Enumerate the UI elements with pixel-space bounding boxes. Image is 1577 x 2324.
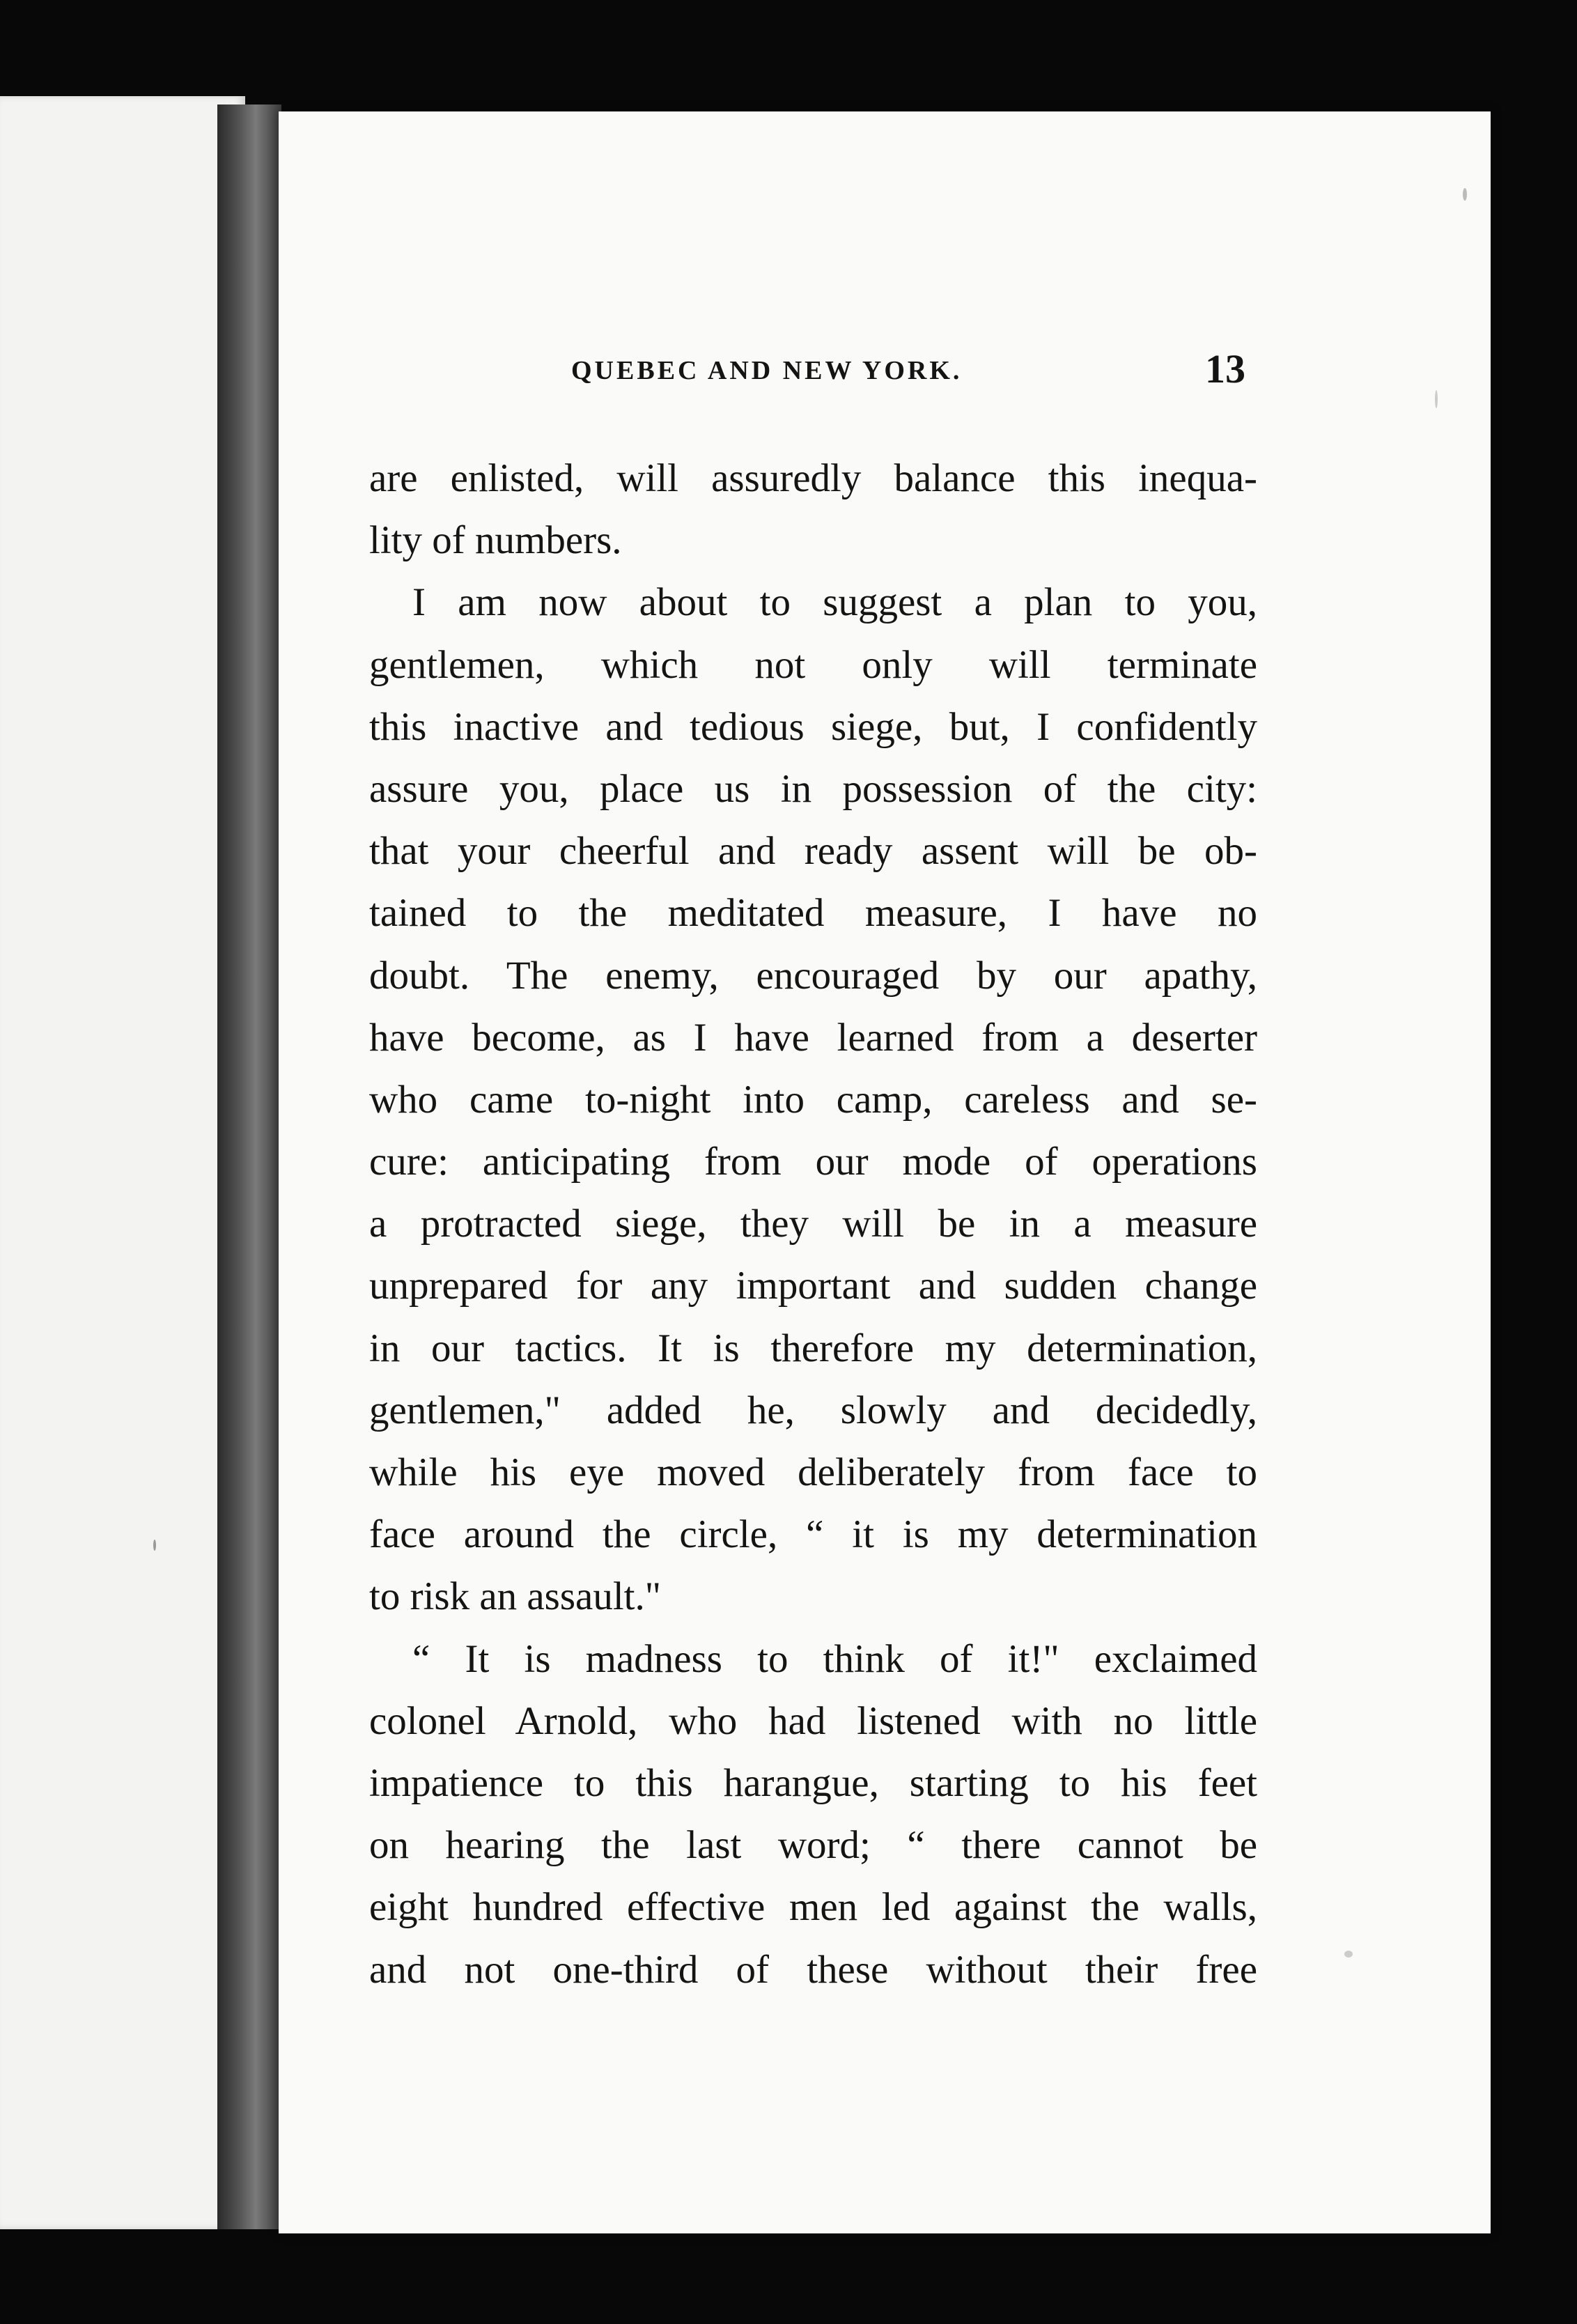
text-line: doubt. The enemy, encouraged by our apathy, <box>369 953 1257 998</box>
text-line: tained to the meditated measure, I have no <box>369 891 1257 936</box>
running-head: QUEBEC AND NEW YORK. <box>571 356 963 385</box>
text-line: gentlemen," added he, slowly and decidedly, <box>369 1388 1257 1432</box>
text-line: I am now about to suggest a plan to you, <box>412 580 1257 625</box>
scan-speck <box>153 1540 156 1551</box>
book-gutter-shadow <box>217 104 281 2229</box>
left-facing-page <box>0 96 245 2229</box>
scan-speck <box>1435 390 1438 408</box>
text-line: colonel Arnold, who had listened with no little <box>369 1698 1257 1743</box>
page-number: 13 <box>1205 346 1245 392</box>
text-line: cure: anticipating from our mode of operations <box>369 1140 1257 1184</box>
text-line: that your cheerful and ready assent will be ob- <box>369 829 1257 874</box>
scan-speck <box>1344 1951 1353 1958</box>
text-line: assure you, place us in possession of the city: <box>369 766 1257 811</box>
text-line: lity of numbers. <box>369 518 622 563</box>
text-line: “ It is madness to think of it!" exclaimed <box>412 1636 1257 1681</box>
text-line: to risk an assault." <box>369 1574 662 1619</box>
text-line: in our tactics. It is therefore my determination, <box>369 1326 1257 1370</box>
text-line: face around the circle, “ it is my determination <box>369 1512 1257 1557</box>
text-line: eight hundred effective men led against the walls, <box>369 1885 1257 1930</box>
text-line: gentlemen, which not only will terminate <box>369 642 1257 687</box>
scan-speck <box>1463 188 1467 201</box>
text-line: impatience to this harangue, starting to his feet <box>369 1760 1257 1805</box>
text-line: are enlisted, will assuredly balance this inequa- <box>369 456 1257 500</box>
text-line: unprepared for any important and sudden change <box>369 1264 1257 1308</box>
text-line: and not one-third of these without their free <box>369 1947 1257 1992</box>
page-body-text <box>369 447 1257 2001</box>
text-line: while his eye moved deliberately from face to <box>369 1450 1257 1494</box>
text-line: a protracted siege, they will be in a measure <box>369 1202 1257 1246</box>
text-line: who came to-night into camp, careless and se- <box>369 1077 1257 1122</box>
text-line: this inactive and tedious siege, but, I confidently <box>369 704 1257 749</box>
text-line: on hearing the last word; “ there cannot be <box>369 1823 1257 1868</box>
text-line: have become, as I have learned from a deserter <box>369 1015 1257 1060</box>
